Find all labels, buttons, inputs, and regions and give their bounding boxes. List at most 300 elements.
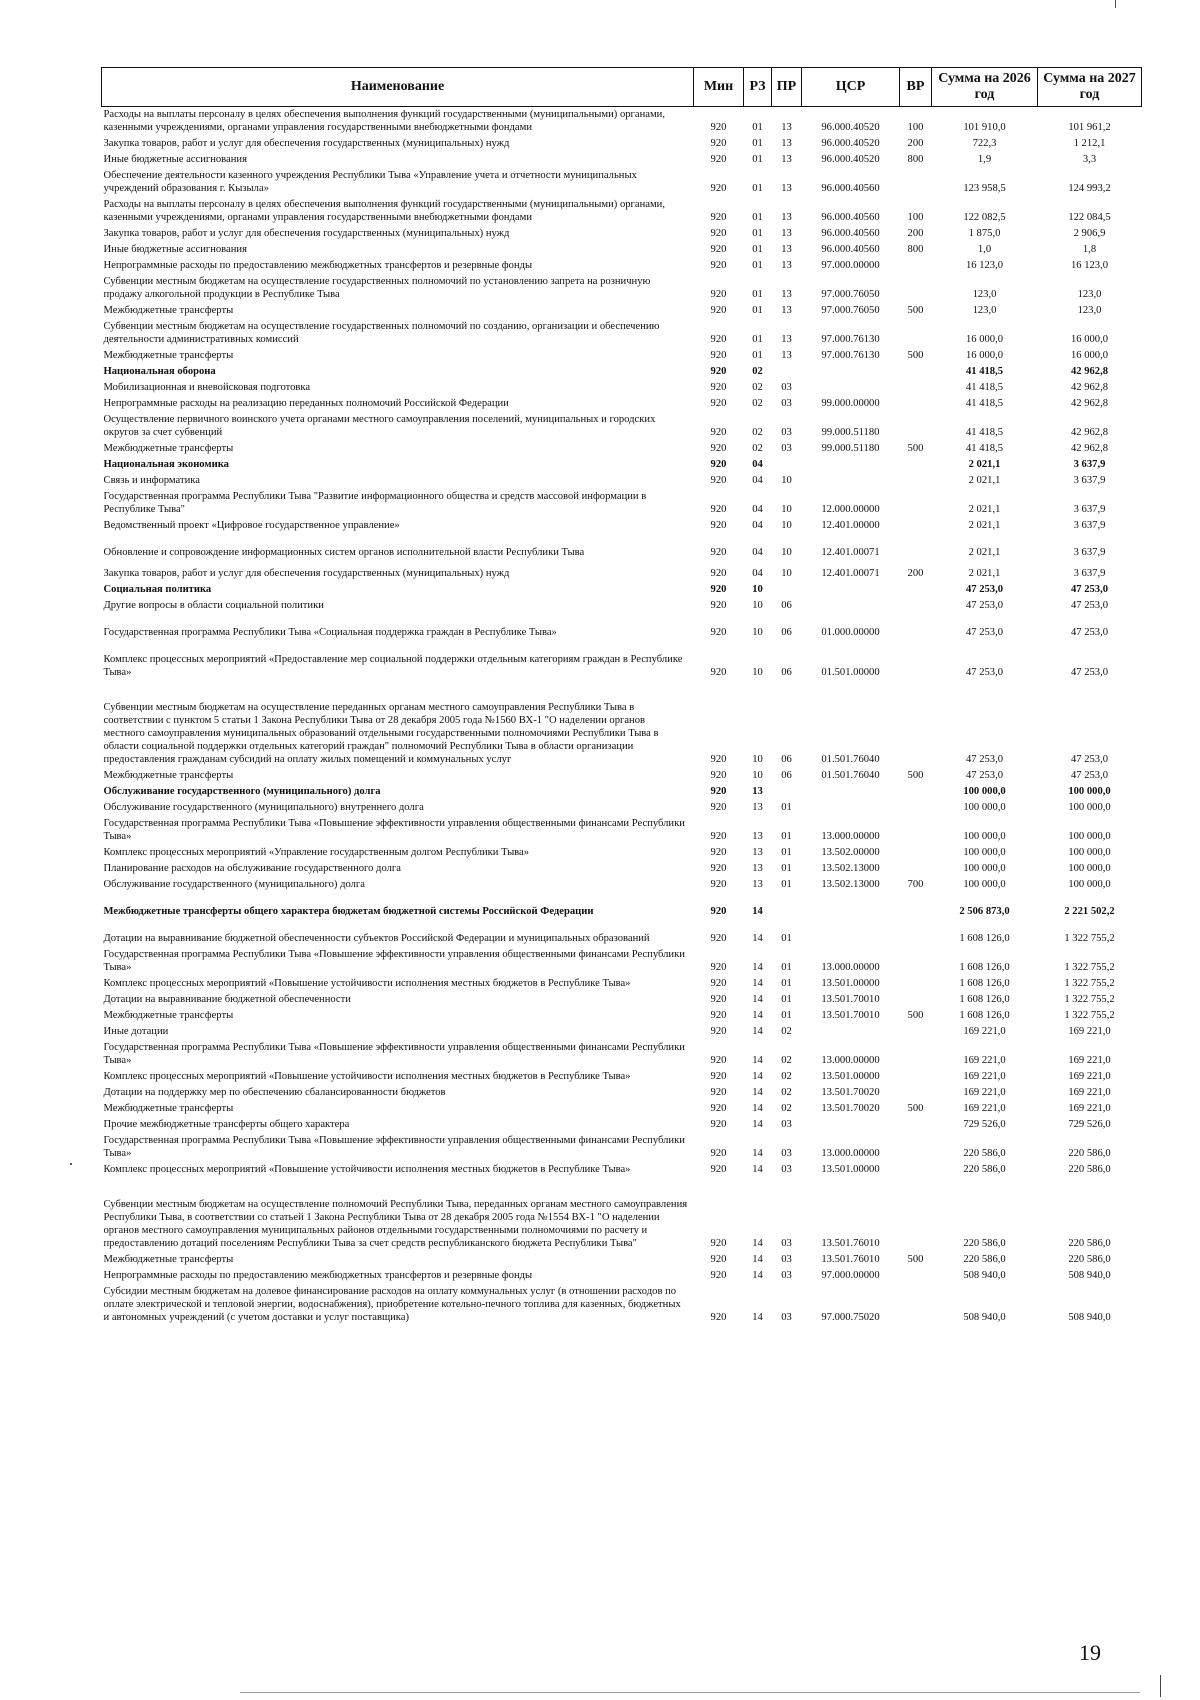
cell-min: 920 [710,994,727,1005]
cell-name: Закупка товаров, работ и услуг для обеспечения государственных (муниципальных) нужд [103,138,510,149]
table-row [102,1178,1142,1252]
cell-rz: 10 [752,627,763,638]
cell-min: 920 [710,667,727,678]
cell-sum-2027: 1 322 755,2 [1064,962,1115,973]
cell-pr: 13 [781,122,792,133]
cell-min: 920 [710,1026,727,1037]
cell-rz: 01 [752,212,763,223]
cell-rz: 10 [752,600,763,611]
cell-vr: 800 [907,244,924,255]
cell-vr [900,489,932,518]
cell-rz: 04 [752,459,763,470]
cell-vr [900,976,932,992]
cell-vr [900,1069,932,1085]
cell-sum-2027: 508 940,0 [1068,1312,1111,1323]
cell-pr [772,364,802,380]
cell-sum-2026: 47 253,0 [965,627,1004,638]
cell-sum-2026: 2 021,1 [968,568,1001,579]
cell-vr [900,168,932,197]
cell-name: Закупка товаров, работ и услуг для обеспечения государственных (муниципальных) нужд [103,228,510,239]
cell-name: Иные дотации [103,1026,169,1037]
cell-rz: 14 [752,906,763,917]
cell-csr: 13.000.00000 [821,1055,880,1066]
section-row [102,457,1142,473]
cell-sum-2027: 3 637,9 [1073,504,1106,515]
table-row [102,1162,1142,1178]
cell-sum-2027: 101 961,2 [1068,122,1111,133]
cell-vr [900,582,932,598]
cell-sum-2026: 220 586,0 [963,1254,1006,1265]
cell-vr: 200 [907,138,924,149]
cell-name: Другие вопросы в области социальной политики [103,600,324,611]
cell-vr: 700 [907,879,924,890]
cell-vr: 800 [907,154,924,165]
header-sum-2026: Сумма на 2026 год [932,68,1038,107]
cell-vr [900,518,932,534]
cell-name: Межбюджетные трансферты общего характера бюджетам бюджетной системы Российской Федерации [103,906,594,917]
cell-name: Комплекс процессных мероприятий «Повышение устойчивости исполнения местных бюджетов в Республике Тыва» [103,1164,631,1175]
cell-min: 920 [710,138,727,149]
cell-rz: 01 [752,289,763,300]
cell-csr: 97.000.76130 [821,350,880,361]
cell-vr [900,319,932,348]
cell-pr: 13 [781,154,792,165]
cell-min: 920 [710,1071,727,1082]
cell-csr: 97.000.00000 [821,1270,880,1281]
cell-rz: 10 [752,667,763,678]
cell-min: 920 [710,1103,727,1114]
cell-rz: 14 [752,1270,763,1281]
cell-sum-2027: 42 962,8 [1070,382,1109,393]
cell-csr: 96.000.40560 [821,244,880,255]
cell-sum-2026: 2 021,1 [968,547,1001,558]
cell-csr: 13.501.00000 [821,1071,880,1082]
cell-sum-2026: 41 418,5 [965,443,1004,454]
cell-sum-2026: 123,0 [972,305,997,316]
cell-pr: 03 [781,398,792,409]
budget-page [101,67,1141,1326]
table-row [102,1085,1142,1101]
cell-sum-2027: 47 253,0 [1070,770,1109,781]
cell-min: 920 [710,350,727,361]
cell-name: Субвенции местным бюджетам на осуществление переданных органам местного самоуправления Республики Тыва в соответствии с пунктом 5 статьи 1 Закона Республики Тыва от 28 декабря 2005 года №1560 ВХ-1 "О наделении органов местного самоуправления муниципальных образований отдельными государственными полномочиями Республики Тыва в области социальной поддержки отдельных категорий граждан" полномочий Республики Тыва в области организации предоставления гражданам субсидий на оплату жилых помещений и коммунальных услуг [103,702,659,765]
cell-rz: 04 [752,504,763,515]
cell-name: Субвенции местным бюджетам на осуществление полномочий Республики Тыва, переданных органам местного самоуправления Республики Тыва, в соответствии со статьей 1 Закона Республики Тыва от 28 декабря 2005 года №1554 ВХ-1 "О наделении органов местного самоуправления муниципальных районов отдельными государственными полномочиями по расчету и предоставлению дотаций поселениям Республики Тыва за счет средств республиканского бюджета Республики Тыва" [103,1199,688,1249]
cell-csr: 13.502.13000 [821,863,880,874]
cell-rz: 13 [752,863,763,874]
cell-min: 920 [710,754,727,765]
cell-pr: 03 [781,1238,792,1249]
cell-min: 920 [710,1164,727,1175]
cell-vr [900,861,932,877]
cell-vr [900,992,932,1008]
cell-sum-2026: 1,0 [977,244,992,255]
cell-sum-2027: 100 000,0 [1068,831,1111,842]
cell-rz: 01 [752,183,763,194]
cell-rz: 13 [752,879,763,890]
cell-vr [900,412,932,441]
cell-vr [900,1178,932,1252]
cell-sum-2026: 122 082,5 [963,212,1006,223]
cell-vr [900,473,932,489]
cell-vr [900,258,932,274]
cell-min: 920 [710,831,727,842]
table-row [102,1024,1142,1040]
cell-rz: 01 [752,154,763,165]
cell-min: 920 [710,443,727,454]
cell-csr: 13.000.00000 [821,1148,880,1159]
cell-vr [900,534,932,561]
cell-csr [802,364,900,380]
table-row [102,197,1142,226]
header-min: Мин [694,68,744,107]
cell-rz: 14 [752,933,763,944]
cell-min: 920 [710,212,727,223]
cell-csr: 01.000.00000 [821,627,880,638]
cell-pr: 01 [781,863,792,874]
cell-pr: 13 [781,244,792,255]
cell-rz: 14 [752,1026,763,1037]
cell-sum-2027: 123,0 [1077,289,1102,300]
cell-rz: 01 [752,350,763,361]
cell-csr [802,598,900,614]
table-row [102,1008,1142,1024]
cell-sum-2026: 1 608 126,0 [959,933,1010,944]
cell-rz: 13 [752,786,763,797]
cell-sum-2026: 47 253,0 [965,584,1004,595]
cell-min: 920 [710,770,727,781]
cell-csr: 13.000.00000 [821,962,880,973]
cell-sum-2026: 41 418,5 [965,382,1004,393]
cell-vr [900,1268,932,1284]
cell-name: Иные бюджетные ассигнования [103,244,247,255]
table-row [102,107,1142,137]
cell-vr [900,364,932,380]
cell-name: Государственная программа Республики Тыва «Повышение эффективности управления общественными финансами Республики Тыва» [103,1135,685,1159]
cell-sum-2026: 729 526,0 [963,1119,1006,1130]
cell-rz: 04 [752,520,763,531]
cell-csr: 12.401.00071 [821,568,880,579]
cell-min: 920 [710,1270,727,1281]
cell-vr: 500 [907,1103,924,1114]
table-row [102,947,1142,976]
cell-sum-2027: 2 221 502,2 [1064,906,1115,917]
cell-rz: 04 [752,568,763,579]
cell-vr [900,920,932,947]
cell-sum-2027: 124 993,2 [1068,183,1111,194]
header-rz: РЗ [744,68,772,107]
cell-sum-2026: 101 910,0 [963,122,1006,133]
cell-csr: 13.501.76010 [821,1238,880,1249]
cell-vr [900,816,932,845]
cell-pr: 03 [781,1119,792,1130]
table-row [102,226,1142,242]
cell-pr: 13 [781,228,792,239]
cell-vr: 500 [907,443,924,454]
scan-mark-side [1160,1675,1161,1697]
cell-name: Непрограммные расходы на реализацию переданных полномочий Российской Федерации [103,398,509,409]
cell-csr: 01.501.00000 [821,667,880,678]
cell-pr: 03 [781,1270,792,1281]
section-row [102,893,1142,920]
cell-sum-2026: 41 418,5 [965,427,1004,438]
cell-vr [900,274,932,303]
cell-min: 920 [710,933,727,944]
cell-min: 920 [710,863,727,874]
cell-pr: 03 [781,1148,792,1159]
cell-sum-2026: 220 586,0 [963,1238,1006,1249]
cell-csr: 13.501.70020 [821,1087,880,1098]
cell-name: Дотации на выравнивание бюджетной обеспеченности субъектов Российской Федерации и муниципальных образований [103,933,650,944]
cell-rz: 14 [752,1254,763,1265]
cell-pr: 10 [781,520,792,531]
table-row [102,348,1142,364]
cell-sum-2026: 100 000,0 [963,863,1006,874]
cell-min: 920 [710,1010,727,1021]
cell-csr: 96.000.40520 [821,154,880,165]
cell-sum-2026: 100 000,0 [963,802,1006,813]
cell-min: 920 [710,305,727,316]
section-row [102,582,1142,598]
cell-vr [900,641,932,681]
cell-rz: 02 [752,443,763,454]
cell-sum-2027: 3 637,9 [1073,568,1106,579]
cell-name: Обновление и сопровождение информационных систем органов исполнительной власти Республики Тыва [103,547,585,558]
cell-pr: 01 [781,933,792,944]
cell-csr: 12.401.00000 [821,520,880,531]
cell-min: 920 [710,847,727,858]
cell-pr: 01 [781,879,792,890]
section-row [102,364,1142,380]
table-row [102,1069,1142,1085]
cell-pr: 03 [781,443,792,454]
cell-name: Субвенции местным бюджетам на осуществление государственных полномочий по созданию, организации и обеспечению деятельности административных комиссий [103,321,660,345]
table-row [102,473,1142,489]
cell-csr: 97.000.76130 [821,334,880,345]
cell-vr [900,681,932,768]
cell-rz: 04 [752,475,763,486]
cell-rz: 14 [752,1055,763,1066]
cell-name: Комплекс процессных мероприятий «Повышение устойчивости исполнения местных бюджетов в Республике Тыва» [103,978,631,989]
cell-rz: 14 [752,1238,763,1249]
cell-csr [802,920,900,947]
cell-vr: 100 [907,212,924,223]
cell-sum-2027: 220 586,0 [1068,1164,1111,1175]
cell-rz: 10 [752,584,763,595]
cell-min: 920 [710,1087,727,1098]
cell-vr [900,1117,932,1133]
cell-vr [900,598,932,614]
table-header [102,68,1142,107]
cell-name: Межбюджетные трансферты [103,305,234,316]
cell-vr [900,457,932,473]
cell-sum-2026: 2 021,1 [968,459,1001,470]
cell-sum-2027: 169 221,0 [1068,1103,1111,1114]
cell-sum-2026: 508 940,0 [963,1312,1006,1323]
cell-min: 920 [710,600,727,611]
cell-vr [900,1162,932,1178]
cell-name: Государственная программа Республики Тыва "Развитие информационного общества и средств массовой информации в Республике Тыва" [103,491,647,515]
cell-csr: 13.501.00000 [821,1164,880,1175]
cell-csr: 97.000.76050 [821,305,880,316]
cell-vr [900,1040,932,1069]
table-row [102,681,1142,768]
cell-pr: 10 [781,504,792,515]
cell-min: 920 [710,1312,727,1323]
cell-pr: 01 [781,978,792,989]
header-sum-2027: Сумма на 2027 год [1038,68,1142,107]
cell-min: 920 [710,244,727,255]
cell-min: 920 [710,1148,727,1159]
cell-vr [900,396,932,412]
cell-rz: 14 [752,994,763,1005]
cell-sum-2027: 3 637,9 [1073,520,1106,531]
cell-sum-2026: 2 021,1 [968,504,1001,515]
header-pr: ПР [772,68,802,107]
table-row [102,614,1142,641]
cell-csr: 96.000.40520 [821,138,880,149]
cell-name: Связь и информатика [103,475,200,486]
cell-csr: 12.401.00071 [821,547,880,558]
cell-sum-2026: 100 000,0 [963,786,1006,797]
scan-dot [70,1163,72,1165]
table-row [102,168,1142,197]
cell-min: 920 [710,520,727,531]
cell-sum-2027: 100 000,0 [1068,847,1111,858]
cell-vr [900,1133,932,1162]
cell-pr: 10 [781,475,792,486]
cell-rz: 02 [752,366,763,377]
table-row [102,489,1142,518]
cell-pr: 10 [781,547,792,558]
cell-name: Обслуживание государственного (муниципального) долга [103,879,365,890]
cell-name: Государственная программа Республики Тыва «Повышение эффективности управления общественными финансами Республики Тыва» [103,949,685,973]
cell-vr: 500 [907,770,924,781]
cell-pr: 01 [781,802,792,813]
cell-name: Субсидии местным бюджетам на долевое финансирование расходов на оплату коммунальных услуг (в отношении расходов по оплате электрической и тепловой энергии, водоснабжения), приобретение котельно-печного топлива для казенных, бюджетных и автономных учреждений (с учетом доставки и услуг поставщика) [103,1286,681,1323]
table-row [102,992,1142,1008]
cell-sum-2027: 42 962,8 [1070,443,1109,454]
cell-min: 920 [710,228,727,239]
cell-sum-2026: 47 253,0 [965,754,1004,765]
cell-rz: 13 [752,847,763,858]
cell-csr: 99.000.51180 [821,427,880,438]
table-row [102,152,1142,168]
cell-sum-2026: 100 000,0 [963,879,1006,890]
cell-name: Межбюджетные трансферты [103,443,234,454]
cell-sum-2027: 3 637,9 [1073,459,1106,470]
cell-sum-2027: 47 253,0 [1070,584,1109,595]
cell-csr: 13.501.70010 [821,1010,880,1021]
cell-sum-2026: 169 221,0 [963,1055,1006,1066]
cell-vr [900,614,932,641]
cell-sum-2026: 169 221,0 [963,1103,1006,1114]
cell-min: 920 [710,122,727,133]
cell-rz: 01 [752,228,763,239]
table-row [102,1117,1142,1133]
cell-sum-2027: 1 322 755,2 [1064,978,1115,989]
cell-sum-2026: 47 253,0 [965,600,1004,611]
cell-rz: 01 [752,244,763,255]
cell-name: Обслуживание государственного (муниципального) внутреннего долга [103,802,424,813]
table-body [102,107,1142,1327]
cell-vr: 500 [907,350,924,361]
cell-pr: 02 [781,1026,792,1037]
cell-name: Комплекс процессных мероприятий «Предоставление мер социальной поддержки отдельным категориям граждан в Республике Тыва» [103,654,683,678]
scan-mark-top [1115,0,1116,8]
cell-sum-2026: 220 586,0 [963,1164,1006,1175]
cell-name: Планирование расходов на обслуживание государственного долга [103,863,401,874]
cell-min: 920 [710,879,727,890]
cell-min: 920 [710,366,727,377]
cell-sum-2026: 1,9 [977,154,992,165]
cell-sum-2026: 1 608 126,0 [959,994,1010,1005]
cell-rz: 04 [752,547,763,558]
table-row [102,380,1142,396]
cell-sum-2026: 722,3 [972,138,997,149]
cell-min: 920 [710,906,727,917]
cell-pr: 06 [781,754,792,765]
cell-name: Обеспечение деятельности казенного учреждения Республики Тыва «Управление учета и отчетности муниципальных учреждений образования г. Кызыла» [103,170,637,194]
cell-pr: 13 [781,289,792,300]
cell-min: 920 [710,1119,727,1130]
cell-sum-2027: 220 586,0 [1068,1148,1111,1159]
cell-sum-2026: 123 958,5 [963,183,1006,194]
cell-min: 920 [710,260,727,271]
cell-sum-2027: 1 322 755,2 [1064,1010,1115,1021]
cell-sum-2027: 47 253,0 [1070,754,1109,765]
cell-name: Государственная программа Республики Тыва «Повышение эффективности управления общественными финансами Республики Тыва» [103,1042,685,1066]
cell-name: Ведомственный проект «Цифровое государственное управление» [103,520,400,531]
page-number: 19 [1079,1640,1101,1665]
cell-csr: 13.502.13000 [821,879,880,890]
table-row [102,258,1142,274]
cell-sum-2027: 729 526,0 [1068,1119,1111,1130]
table-row [102,412,1142,441]
cell-sum-2027: 16 000,0 [1070,350,1109,361]
cell-name: Обслуживание государственного (муниципального) долга [103,786,381,797]
cell-csr [802,784,900,800]
cell-csr: 13.501.70010 [821,994,880,1005]
cell-sum-2027: 1,8 [1082,244,1097,255]
cell-vr [900,893,932,920]
cell-pr: 02 [781,1087,792,1098]
cell-vr: 500 [907,1010,924,1021]
cell-name: Субвенции местным бюджетам на осуществление государственных полномочий по установлению запрета на розничную продажу алкогольной продукции в Республике Тыва [103,276,651,300]
cell-min: 920 [710,504,727,515]
cell-rz: 14 [752,1010,763,1021]
cell-sum-2026: 2 021,1 [968,520,1001,531]
cell-csr: 96.000.40560 [821,228,880,239]
cell-sum-2027: 123,0 [1077,305,1102,316]
cell-min: 920 [710,334,727,345]
cell-sum-2027: 1 212,1 [1073,138,1106,149]
cell-rz: 14 [752,1119,763,1130]
cell-pr: 01 [781,847,792,858]
cell-name: Расходы на выплаты персоналу в целях обеспечения выполнения функций государственными (муниципальными) органами, казенными учреждениями, органами управления государственными внебюджетными фондами [103,199,665,223]
cell-name: Социальная политика [103,584,212,595]
cell-pr: 01 [781,831,792,842]
cell-vr: 500 [907,305,924,316]
cell-min: 920 [710,786,727,797]
header-name: Наименование [102,68,694,107]
cell-name: Мобилизационная и вневойсковая подготовка [103,382,311,393]
cell-pr: 02 [781,1055,792,1066]
cell-rz: 10 [752,770,763,781]
cell-min: 920 [710,398,727,409]
cell-sum-2026: 1 608 126,0 [959,978,1010,989]
cell-csr: 99.000.51180 [821,443,880,454]
